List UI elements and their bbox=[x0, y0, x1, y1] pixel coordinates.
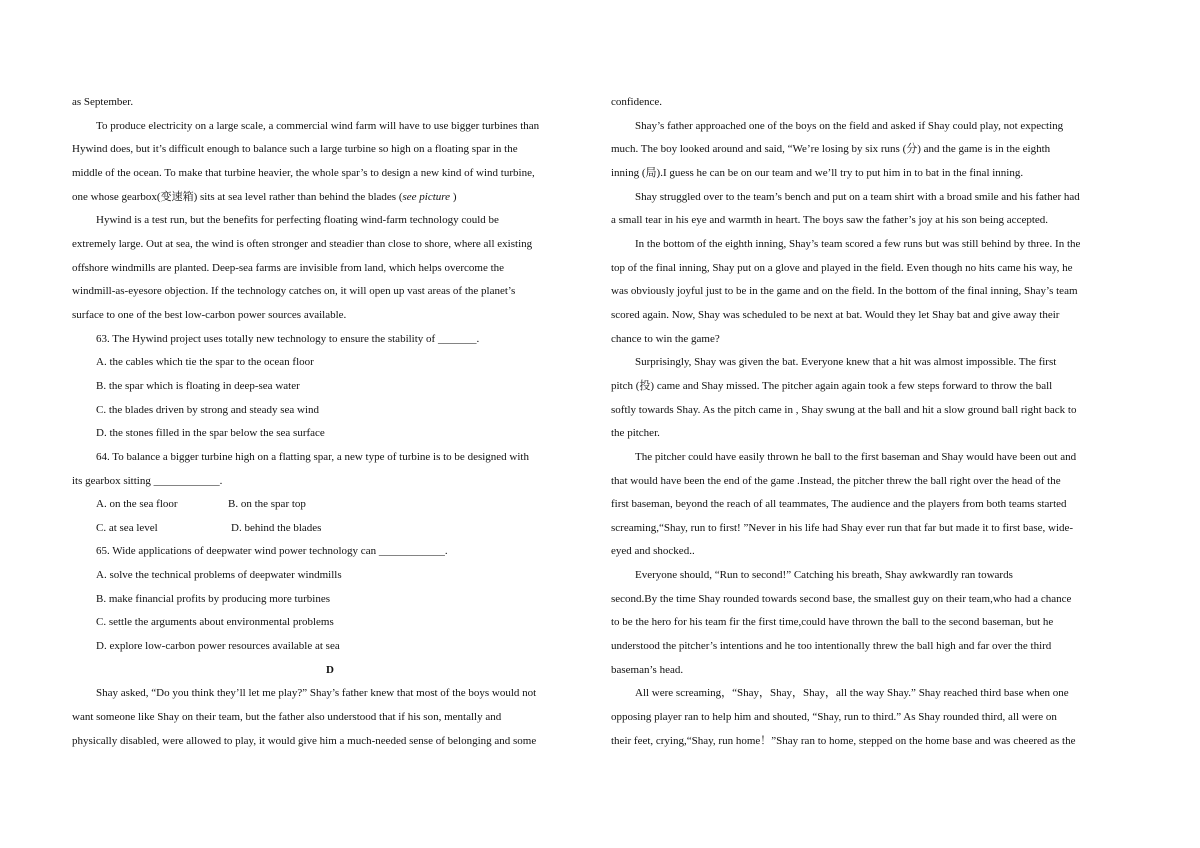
text-line: want someone like Shay on their team, but the father also understood that if his son, mentally and bbox=[72, 711, 502, 724]
text-segment: one whose gearbox(变速箱) sits at sea level rather than behind the blades ( bbox=[72, 190, 403, 203]
right-column bbox=[611, 91, 1127, 753]
text-line: baseman’s head. bbox=[611, 663, 684, 676]
text-line: screaming,“Shay, run to first! ”Never in his life had Shay ever run that far but made it to first base, wide- bbox=[611, 521, 1074, 534]
text-line: Hywind is a test run, but the benefits for perfecting floating wind-farm technology could be bbox=[96, 214, 499, 227]
text-line: physically disabled, were allowed to play, it would give him a much-needed sense of belonging and some bbox=[72, 734, 537, 747]
text-line: To produce electricity on a large scale, a commercial wind farm will have to use bigger turbines than bbox=[96, 119, 540, 132]
see-picture-italic: see picture bbox=[402, 190, 451, 203]
text-line: pitch (投) came and Shay missed. The pitcher again again took a few steps forward to throw the ball bbox=[611, 379, 1053, 392]
text-segment: ) bbox=[450, 190, 457, 203]
question-64: 64. To balance a bigger turbine high on a flatting spar, a new type of turbine is to be designed with bbox=[96, 450, 529, 463]
text-line: confidence. bbox=[611, 96, 662, 108]
text-line: that would have been the end of the game .Instead, the pitcher threw the ball right over the head of the bbox=[611, 474, 1061, 487]
option-63b: B. the spar which is floating in deep-sea water bbox=[96, 379, 300, 392]
text-line: second.By the time Shay rounded towards second base, the smallest guy on their team,who had a chance bbox=[611, 592, 1072, 605]
left-column bbox=[72, 91, 588, 753]
text-line: opposing player ran to help him and shouted, “Shay, run to third.” As Shay rounded third, all were on bbox=[611, 711, 1057, 724]
text-line: their feet, crying,“Shay, run home！”Shay ran to home, stepped on the home base and was cheered as the bbox=[611, 734, 1076, 747]
text-line: as September. bbox=[72, 96, 134, 108]
option-65c: C. settle the arguments about environmental problems bbox=[96, 616, 334, 629]
text-line: Shay asked, “Do you think they’ll let me play?” Shay’s father knew that most of the boys would not bbox=[96, 687, 537, 700]
options-64-row2 bbox=[72, 517, 588, 541]
option-64b: B. on the spar top bbox=[228, 498, 306, 511]
options-64-row1 bbox=[72, 493, 588, 517]
text-line: Surprisingly, Shay was given the bat. Everyone knew that a hit was almost impossible. The first bbox=[635, 356, 1057, 369]
option-65b: B. make financial profits by producing more turbines bbox=[96, 592, 330, 605]
option-65d: D. explore low-carbon power resources available at sea bbox=[96, 640, 340, 653]
question-64-cont: its gearbox sitting ____________. bbox=[72, 474, 223, 487]
text-line: understood the pitcher’s intentions and he too intentionally threw the ball high and far over the third bbox=[611, 640, 1052, 653]
text-line: first baseman, beyond the reach of all teammates, The audience and the players from both teams started bbox=[611, 498, 1067, 511]
text-line: the pitcher. bbox=[611, 427, 660, 440]
text-line: All were screaming，“Shay，Shay，Shay，all the way Shay.” Shay reached third base when one bbox=[635, 687, 1069, 700]
text-line: eyed and shocked.. bbox=[611, 545, 695, 558]
text-line: Shay’s father approached one of the boys on the field and asked if Shay could play, not expecting bbox=[635, 119, 1064, 132]
text-line bbox=[72, 186, 588, 210]
text-line: In the bottom of the eighth inning, Shay’s team scored a few runs but was still behind by three. In the bbox=[635, 237, 1081, 250]
text-line: extremely large. Out at sea, the wind is often stronger and steadier than close to shore, where all existing bbox=[72, 237, 533, 250]
question-63: 63. The Hywind project uses totally new technology to ensure the stability of _______. bbox=[96, 332, 480, 345]
option-64a: A. on the sea floor bbox=[96, 498, 178, 511]
option-63c: C. the blades driven by strong and steady sea wind bbox=[96, 403, 320, 416]
text-line: top of the final inning, Shay put on a glove and played in the field. Even though no hits came his way, he bbox=[611, 261, 1073, 274]
option-63d: D. the stones filled in the spar below the sea surface bbox=[96, 427, 325, 440]
text-line: Hywind does, but it’s difficult enough to balance such a large turbine so high on a floating spar in the bbox=[72, 143, 518, 156]
text-line: to be the hero for his team fir the first time,could have thrown the ball to the second baseman, but he bbox=[611, 616, 1054, 629]
text-line: was obviously joyful just to be in the game and on the field. In the bottom of the final inning, Shay’s team bbox=[611, 285, 1078, 298]
text-line: Everyone should, “Run to second!” Catching his breath, Shay awkwardly ran towards bbox=[635, 569, 1013, 582]
option-64d: D. behind the blades bbox=[231, 521, 322, 534]
text-line: Shay struggled over to the team’s bench and put on a team shirt with a broad smile and his father had bbox=[635, 190, 1080, 203]
option-64c: C. at sea level bbox=[96, 521, 158, 534]
question-65: 65. Wide applications of deepwater wind power technology can ____________. bbox=[96, 545, 448, 558]
option-63a: A. the cables which tie the spar to the ocean floor bbox=[96, 356, 314, 369]
option-65a: A. solve the technical problems of deepwater windmills bbox=[96, 569, 342, 582]
text-line: much. The boy looked around and said, “We’re losing by six runs (分) and the game is in the eighth bbox=[611, 143, 1051, 156]
text-line: surface to one of the best low-carbon power sources available. bbox=[72, 308, 347, 321]
text-line: a small tear in his eye and warmth in heart. The boys saw the father’s joy at his son being accepted. bbox=[611, 214, 1049, 227]
text-line: The pitcher could have easily thrown he ball to the first baseman and Shay would have been out and bbox=[635, 450, 1077, 463]
text-line: chance to win the game? bbox=[611, 332, 720, 345]
text-line: offshore windmills are planted. Deep-sea farms are invisible from land, which helps overcome the bbox=[72, 261, 505, 274]
text-line: windmill-as-eyesore objection. If the technology catches on, it will open up vast areas of the planet’s bbox=[72, 285, 516, 298]
text-line: softly towards Shay. As the pitch came in , Shay swung at the ball and hit a slow ground ball right back to bbox=[611, 403, 1077, 416]
text-line: scored again. Now, Shay was scheduled to be next at bat. Would they let Shay bat and give away their bbox=[611, 308, 1060, 321]
text-line: middle of the ocean. To make that turbine heavier, the whole spar’s to design a new kind of wind turbine, bbox=[72, 166, 535, 179]
section-heading-d: D bbox=[326, 663, 334, 676]
text-line: inning (局).I guess he can be on our team and we’ll try to put him in to bat in the final inning. bbox=[611, 166, 1024, 179]
